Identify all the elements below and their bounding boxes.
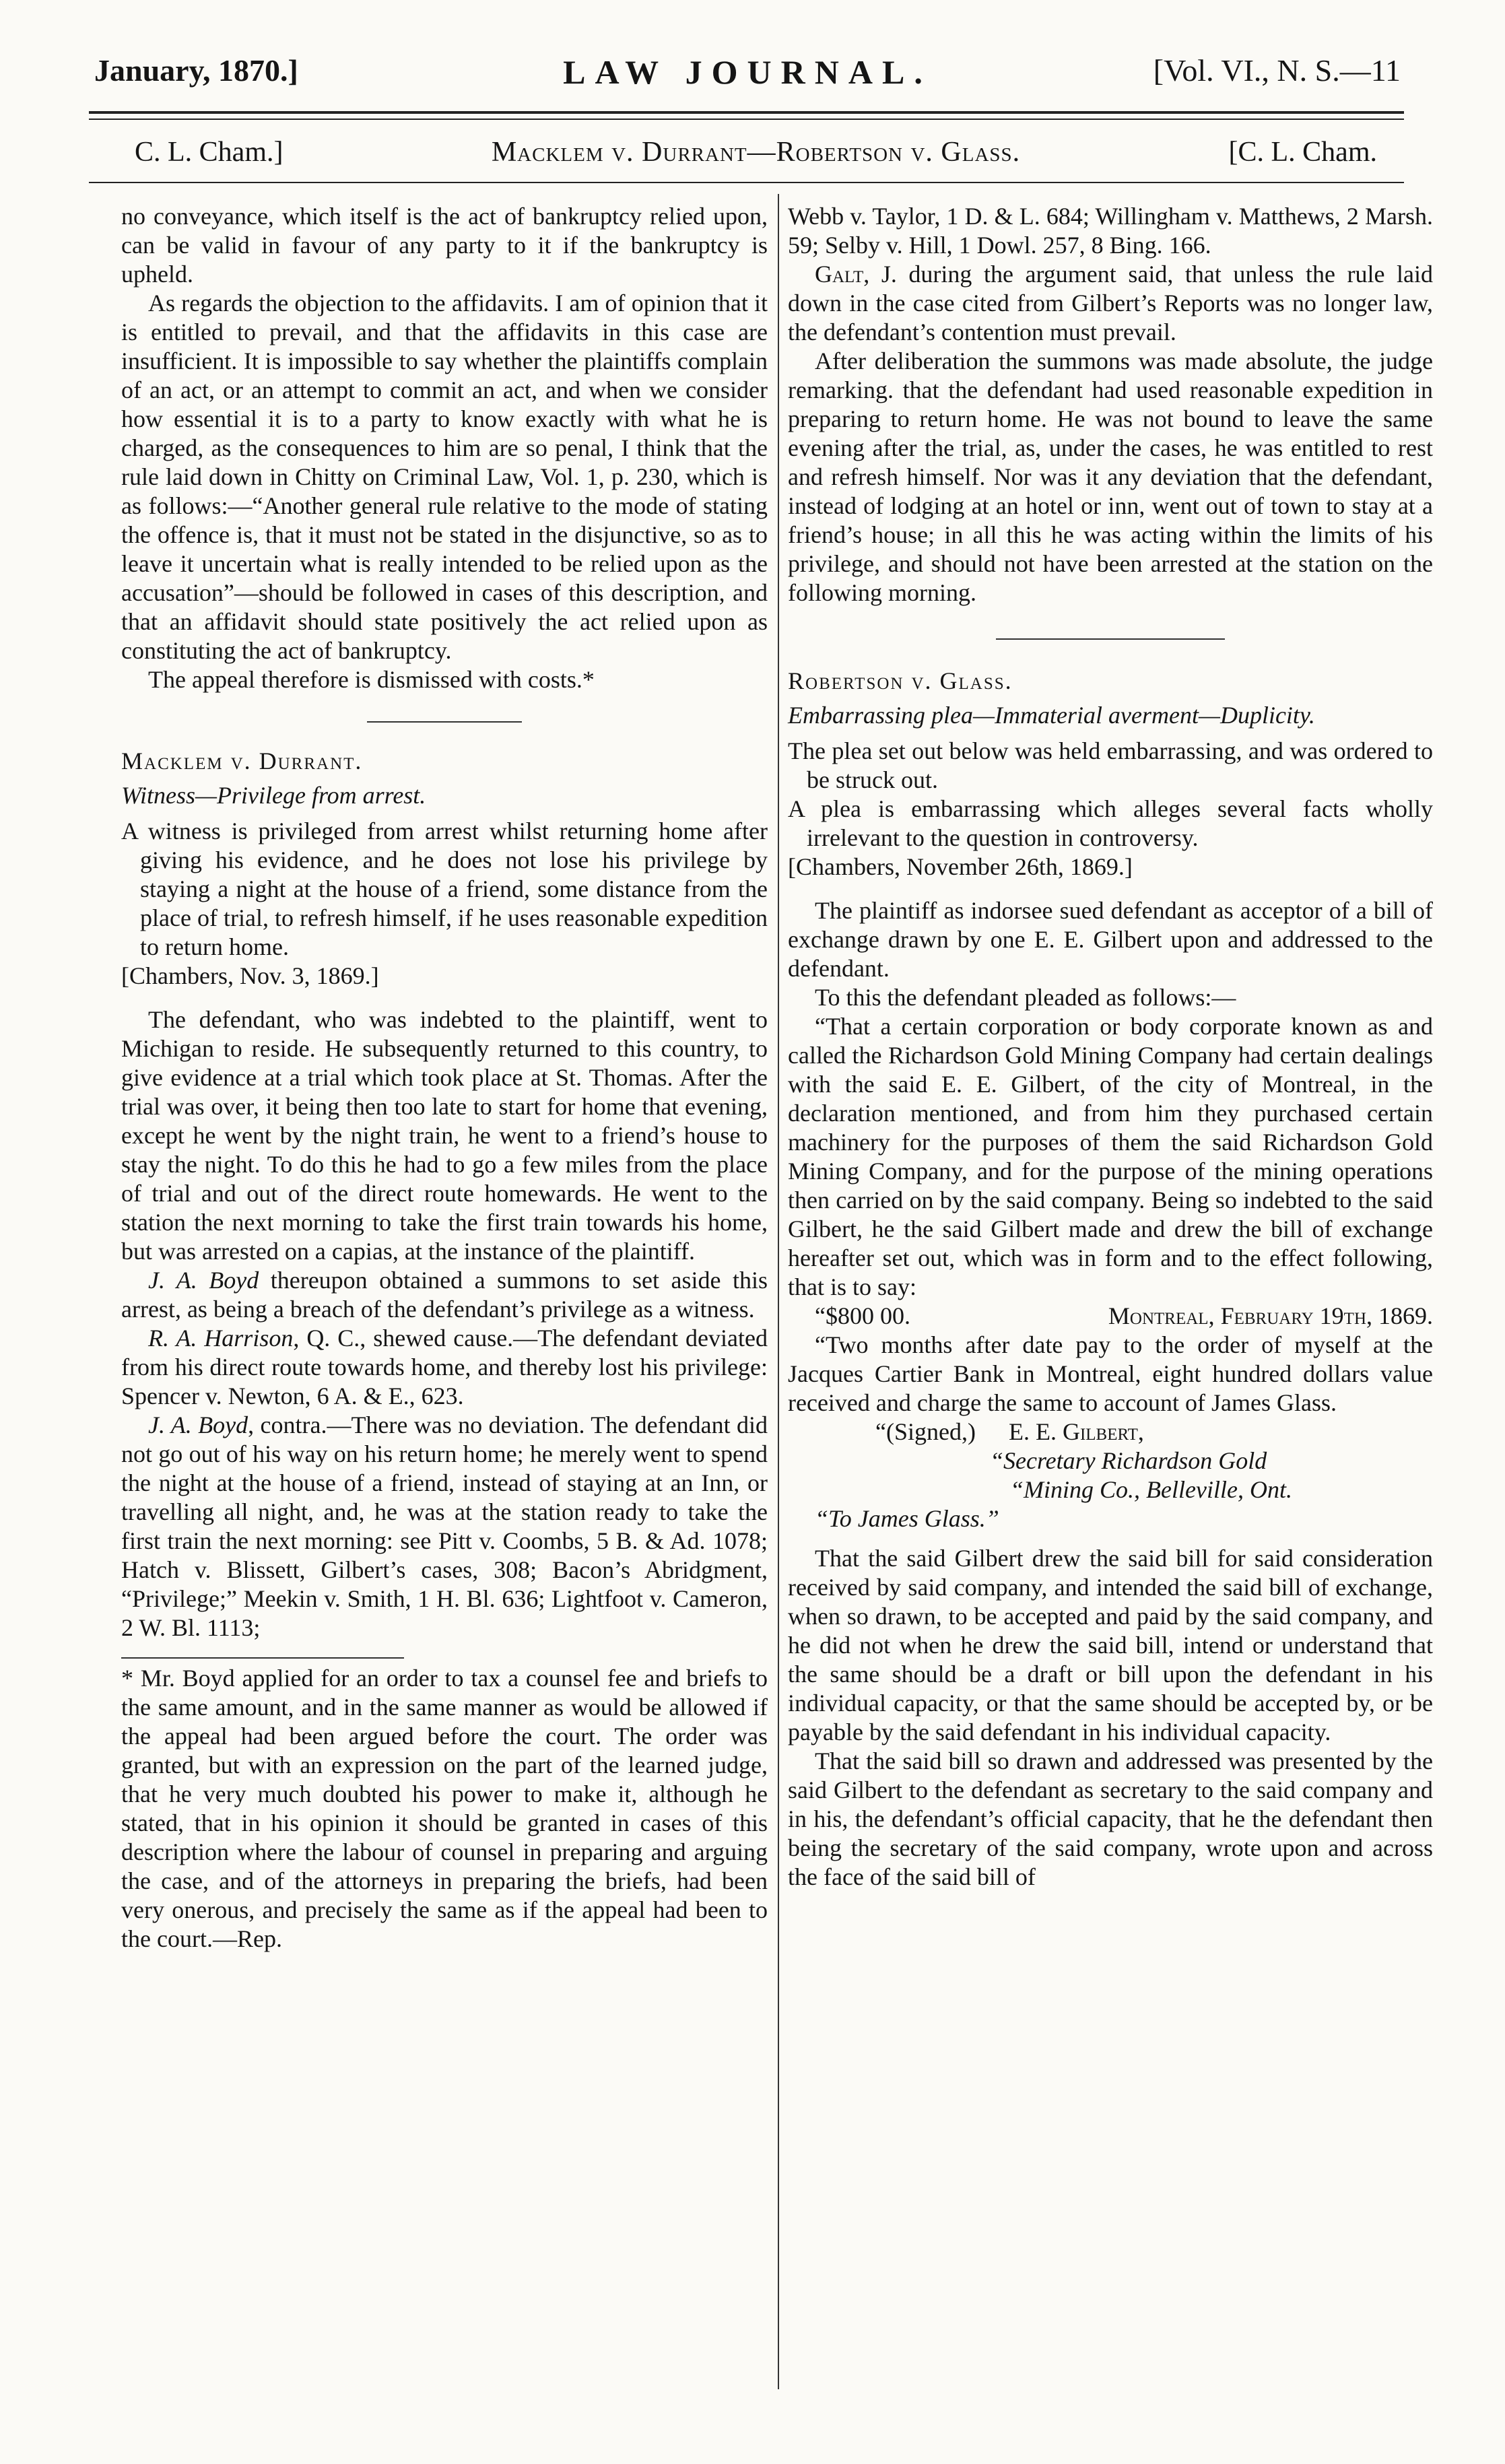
footnote: * Mr. Boyd applied for an order to tax a counsel fee and briefs to the same amount, and in the same manner as would be allowed if the appeal had been argued before the court. The order was granted, but with an expression on the part of the learned judge, that he very much doubted his power to make it, although he stated, that in his opinion it should be granted in cases of this description where the labour of counsel in preparing and arguing the case, and of the attorneys in preparing the briefs, had been very onerous, and precisely the same as if the appeal had been to the court.—Rep. — [121, 1665, 768, 1952]
court-right: [C. L. Cham. — [1228, 137, 1377, 168]
boyd-paragraph — [121, 1411, 768, 1642]
drew-paragraph: That the said Gilbert drew the said bill for said consideration received by said company, and intended the said bill of exchange, when so drawn, to be accepted and paid by the said company, and he did not when he drew the said bill, intend or understand that the same should be a draft or bill upon the defendant in his individual capacity, or that the same should be accepted by, or be payable by the said defendant in his individual capacity. — [788, 1545, 1433, 1745]
column-divider — [778, 194, 779, 2389]
bill-body: “Two months after date pay to the order of myself at the Jacques Cartier Bank in Montreal, eight hundred dollars value received and charge the same to account of James Glass. — [788, 1331, 1433, 1416]
court-left: C. L. Cham.] — [135, 137, 283, 168]
galt-text: during the argument said, that unless the rule laid down in the case cited from Gilbert’s Reports was no longer law, the defendant’s contention must prevail. — [788, 261, 1433, 345]
signed-label: “(Signed,) — [875, 1418, 976, 1445]
summons-paragraph — [121, 1266, 768, 1324]
harrison-paragraph — [121, 1324, 768, 1411]
bill-header — [788, 1302, 1433, 1331]
opening-paragraph: no conveyance, which itself is the act of bankruptcy relied upon, can be valid in favour of any party to it if the bankruptcy is upheld. — [121, 203, 768, 288]
signer-title-2: “Mining Co., Belleville, Ont. — [1010, 1476, 1292, 1503]
affidavits-paragraph: As regards the objection to the affidavits. I am of opinion that it is entitled to prevail, and that the affidavits in this case are insufficient. It is impossible to say whether the plaintiffs complain of an act, or an attempt to commit an act, and when we consider how essential it is to a party to know exactly with what he is charged, as the consequences to him are so penal, I think that the rule laid down in Chitty on Criminal Law, Vol. 1, p. 230, which is as follows:—“Another general rule relative to the mode of stating the offence is, that it must not be stated in the disjunctive, so as to leave it uncertain what is really intended to be relied upon as the accusation”—should be followed in cases of this description, and that an affidavit should state positively the act relied upon as constituting the act of bankruptcy. — [121, 290, 768, 664]
summons-text: thereupon obtained a summons to set aside this arrest, as being a breach of the defendant’s privilege as a witness. — [121, 1267, 768, 1323]
case-title-robertson: Robertson v. Glass. — [788, 667, 1013, 694]
galt-paragraph — [788, 260, 1433, 347]
bill-signature — [788, 1418, 1433, 1446]
headnote-title-robertson: Embarrassing plea—Immaterial averment—Duplicity. — [788, 702, 1315, 729]
boyd-text: , contra.—There was no deviation. The defendant did not go out of his way on his return home; he merely went to spend the night at the house of a friend, instead of staying at an Inn, or travelling all night, and, he was at the station ready to take the first train the next morning: see Pitt v. Coombs, 5 B. & Ad. 1078; Hatch v. Blissett, Gilbert’s cases, 308; Bacon’s Abridgment, “Privilege;” Meekin v. Smith, 1 H. Bl. 636; Lightfoot v. Cameron, 2 W. Bl. 1113; — [121, 1411, 768, 1641]
journal-title: LAW JOURNAL. — [563, 53, 932, 91]
signer-name: E. E. Gilbert, — [1008, 1418, 1144, 1445]
right-column — [788, 202, 1433, 1892]
head-rule-bottom — [89, 119, 1404, 120]
bill-addressee: “To James Glass.” — [815, 1505, 999, 1532]
running-head — [94, 53, 1401, 106]
deliberation-paragraph: After deliberation the summons was made absolute, the judge remarking. that the defendant had used reasonable expedition in preparing to return home. He was not bound to leave the same evening after the trial, as, under the cases, he was entitled to rest and refresh himself. Nor was it any deviation that the defendant, instead of lodging at an hotel or inn, went out of town to stay at a friend’s house; in all this he was acting within the limits of his privilege, and should not have been arrested at the station on the following morning. — [788, 347, 1433, 606]
case-title-macklem: Macklem v. Durrant. — [121, 747, 363, 774]
citations-paragraph: Webb v. Taylor, 1 D. & L. 684; Willingham v. Matthews, 2 Marsh. 59; Selby v. Hill, 1 Dowl. 257, 8 Bing. 166. — [788, 203, 1433, 259]
section-subhead — [135, 136, 1377, 176]
pleaded-paragraph: To this the defendant pleaded as follows:— — [815, 984, 1236, 1011]
headnote-title-macklem: Witness—Privilege from arrest. — [121, 782, 426, 809]
headnote-robertson-1: The plea set out below was held embarrassing, and was ordered to be struck out. — [788, 737, 1433, 793]
court-date-robertson: [Chambers, November 26th, 1869.] — [788, 853, 1133, 880]
issue-date: January, 1870.] — [94, 53, 298, 88]
head-rule-top — [89, 111, 1404, 114]
volume-number: [Vol. VI., N. S.—11 — [1153, 53, 1401, 88]
bill-place-date: Montreal, February 19th, 1869. — [1108, 1302, 1433, 1329]
cases-heading: Macklem v. Durrant—Robertson v. Glass. — [491, 137, 1021, 168]
left-column — [121, 202, 768, 1954]
counsel-name: J. A. Boyd — [148, 1411, 248, 1438]
headnote-macklem: A witness is privileged from arrest whilst returning home after giving his evidence, and he does not lose his privilege by staying a night at the house of a friend, some distance from the place of trial, to refresh himself, if he uses reasonable expedition to return home. — [121, 818, 768, 960]
court-date-macklem: [Chambers, Nov. 3, 1869.] — [121, 962, 379, 989]
plaintiff-paragraph: The plaintiff as indorsee sued defendant as acceptor of a bill of exchange drawn by one E. E. Gilbert upon and addressed to the defendant. — [788, 897, 1433, 982]
dismissal-paragraph: The appeal therefore is dismissed with costs.* — [148, 666, 595, 693]
harrison-text: , Q. C., shewed cause.—The defendant deviated from his direct route towards home, and thereby lost his privilege: Spencer v. Newton, 6 A. & E., 623. — [121, 1325, 768, 1409]
signer-title-1: “Secretary Richardson Gold — [990, 1447, 1267, 1474]
headnote-robertson-2: A plea is embarrassing which alleges several facts wholly irrelevant to the question in controversy. — [788, 795, 1433, 851]
counsel-name: J. A. Boyd — [148, 1267, 259, 1294]
subhead-rule — [89, 182, 1404, 183]
presented-paragraph: That the said bill so drawn and addressed was presented by the said Gilbert to the defendant as secretary to the said company and in his, the defendant’s official capacity, that he the defendant then being the secretary of the said company, wrote upon and across the face of the said bill of — [788, 1747, 1433, 1890]
bill-amount: “$800 00. — [815, 1302, 910, 1329]
judge-name: Galt, J. — [815, 261, 897, 288]
facts-paragraph: The defendant, who was indebted to the plaintiff, went to Michigan to reside. He subsequently returned to this country, to give evidence at a trial which took place at St. Thomas. After the trial was over, it being then too late to start for home that evening, except he went by the night train, he went to a friend’s house to stay the night. To do this he had to go a few miles from the place of trial and out of the direct route homewards. He went to the station the next morning to take the first train towards his home, but was arrested on a capias, at the instance of the plaintiff. — [121, 1006, 768, 1265]
counsel-name: R. A. Harrison — [148, 1325, 294, 1352]
plea-paragraph: “That a certain corporation or body corporate known as and called the Richardson Gold Mining Company had certain dealings with the said E. E. Gilbert, of the city of Montreal, in the declaration mentioned, and from him they purchased certain machinery for the purposes of them the said Richardson Gold Mining Company, and for the purpose of the mining operations then carried on by the said company. Being so indebted to the said Gilbert, he the said Gilbert made and drew the bill of exchange hereafter set out, which was in form and to the effect following, that is to say: — [788, 1013, 1433, 1300]
